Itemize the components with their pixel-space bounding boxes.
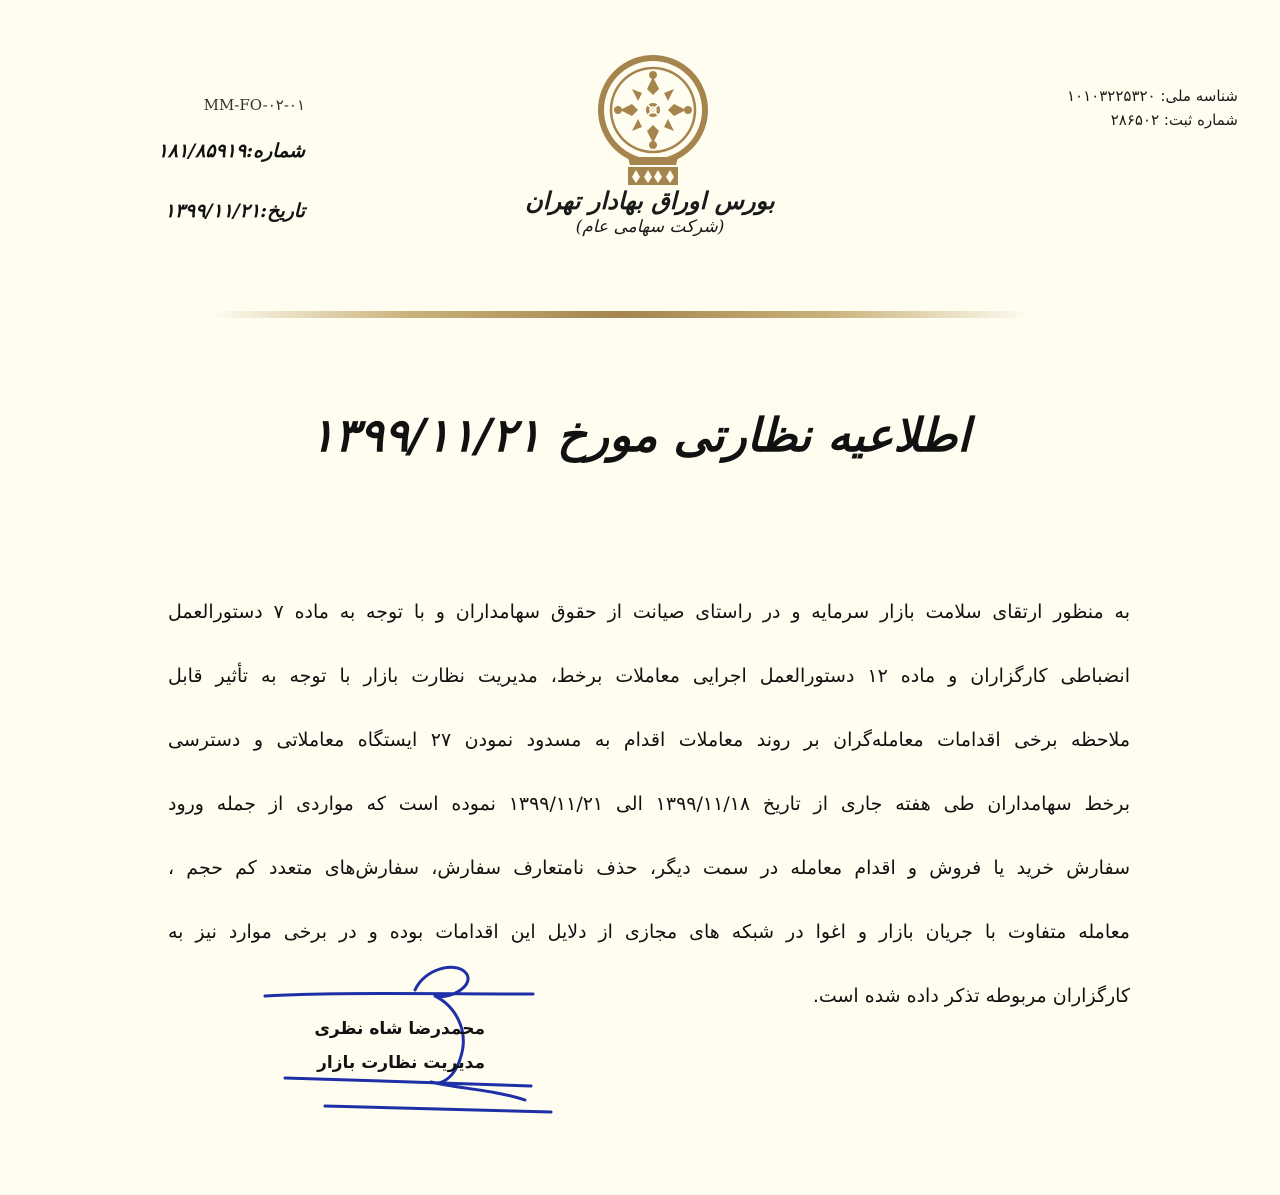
body-line: سفارش خرید یا فروش و اقدام معامله در سمت دیگر، حذف نامتعارف سفارش، سفارش‌های متعدد کم حجم ، <box>168 857 1130 879</box>
body-line: به منظور ارتقای سلامت بازار سرمایه و در راستای صیانت از حقوق سهامداران و با توجه به ماده ۷ دستورالعمل <box>168 601 1130 623</box>
body-line: ملاحظه برخی اقدامات معامله‌گران بر روند معاملات اقدام به مسدود نمودن ۲۷ ایستگاه معاملاتی و دسترسی <box>168 729 1130 751</box>
organization-name: بورس اوراق بهادار تهران <box>525 186 775 215</box>
letter-number <box>140 140 305 162</box>
registration-number-label: شماره ثبت: <box>1163 111 1238 129</box>
signatory-position: مدیریت نظارت بازار <box>317 1053 485 1073</box>
letter-number-value: ۱۸۱/۸۵۹۱۹ <box>157 140 247 162</box>
notice-title: اطلاعیه نظارتی مورخ ۱۳۹۹/۱۱/۲۱ <box>309 408 971 462</box>
letter-number-label: شماره: <box>246 140 305 162</box>
body-line: معامله متفاوت با جریان بازار و اغوا در شبکه های مجازی از دلایل این اقدامات بوده و در برخی موارد نیز به <box>168 921 1130 943</box>
signatory <box>300 1012 485 1080</box>
tse-emblem-icon <box>592 55 714 187</box>
letter-date <box>140 200 305 222</box>
registration-number-row <box>1067 108 1238 132</box>
body-line: انضباطی کارگزاران و ماده ۱۲ دستورالعمل اجرایی معاملات برخط، مدیریت نظارت بازار با توجه به تأثیر قابل <box>168 665 1130 687</box>
body-line: کارگزاران مربوطه تذکر داده شده است. <box>812 985 1130 1007</box>
letter-meta <box>140 96 305 222</box>
organization-block <box>520 186 780 237</box>
national-id-value: ۱۰۱۰۳۲۲۵۳۲۰ <box>1066 87 1156 105</box>
form-code: MM-FO-۰۲-۰۱ <box>203 96 305 114</box>
letter-date-value: ۱۳۹۹/۱۱/۲۱ <box>164 200 261 222</box>
national-id-label: شناسه ملی: <box>1160 87 1238 105</box>
signatory-name: محمدرضا شاه نظری <box>314 1019 485 1039</box>
registration-info <box>1067 84 1238 132</box>
registration-number-value: ۲۸۶۵۰۲ <box>1110 111 1160 129</box>
header-divider <box>210 311 1030 318</box>
national-id-row <box>1067 84 1238 108</box>
letter-date-label: تاریخ: <box>260 200 305 222</box>
organization-type: (شرکت سهامی عام) <box>575 217 725 237</box>
body-line: برخط سهامداران طی هفته جاری از تاریخ ۱۳۹۹/۱۱/۱۸ الی ۱۳۹۹/۱۱/۲۱ نموده است که مواردی از جمله ورود <box>168 793 1130 815</box>
